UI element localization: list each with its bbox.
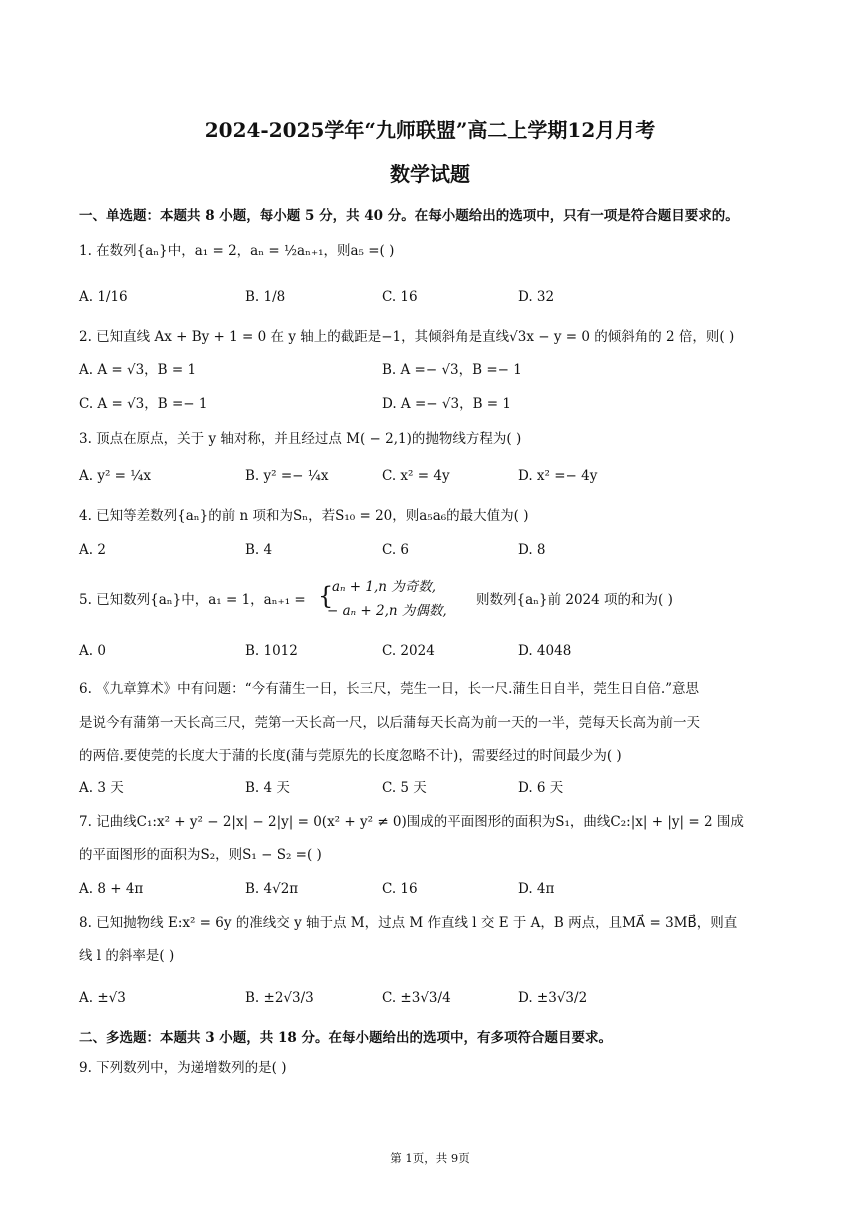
- q6-option-a: A. 3 天: [79, 780, 124, 796]
- q4-option-a: A. 2: [79, 542, 106, 558]
- q6-option-d: D. 6 天: [518, 780, 564, 796]
- q8-option-c: C. ±3√3/4: [382, 990, 451, 1006]
- q1-option-b: B. 1/8: [245, 289, 286, 305]
- exam-subtitle: 数学试题: [390, 162, 470, 186]
- question-6-line3: 的两倍.要使莞的长度大于蒲的长度(蒲与莞原先的长度忽略不计)，需要经过的时间最少为( ): [79, 748, 622, 764]
- q7-option-a: A. 8 + 4π: [79, 881, 144, 897]
- q5-case-odd: aₙ + 1,n 为奇数,: [332, 579, 437, 595]
- q7-option-b: B. 4√2π: [245, 881, 299, 897]
- section-single-choice: 一、单选题：本题共 8 小题，每小题 5 分，共 40 分。在每小题给出的选项中，只有一项是符合题目要求的。: [79, 208, 739, 224]
- q2-option-a: A. A = √3，B = 1: [79, 362, 197, 378]
- q1-option-d: D. 32: [518, 289, 555, 305]
- question-7-line2: 的平面图形的面积为S₂，则S₁ − S₂ =( ): [79, 847, 322, 863]
- q8-option-d: D. ±3√3/2: [518, 990, 588, 1006]
- q2-option-c: C. A = √3，B =− 1: [79, 396, 208, 412]
- q4-option-c: C. 6: [382, 542, 410, 558]
- question-4: 4. 已知等差数列{aₙ}的前 n 项和为Sₙ，若S₁₀ = 20，则a₅a₆的最大值为( ): [79, 508, 529, 524]
- question-3: 3. 顶点在原点，关于 y 轴对称，并且经过点 M( − 2,1)的抛物线方程为( ): [79, 431, 522, 447]
- question-9: 9. 下列数列中，为递增数列的是( ): [79, 1060, 287, 1076]
- q5-brace: {: [318, 582, 334, 610]
- exam-title: 2024-2025学年“九师联盟”高二上学期12月月考: [204, 118, 656, 142]
- section-multi-choice: 二、多选题：本题共 3 小题，共 18 分。在每小题给出的选项中，有多项符合题目要求。: [79, 1030, 612, 1046]
- question-2: 2. 已知直线 Ax + By + 1 = 0 在 y 轴上的截距是−1，其倾斜角是直线√3x − y = 0 的倾斜角的 2 倍，则( ): [79, 329, 735, 345]
- question-1: 1. 在数列{aₙ}中，a₁ = 2，aₙ = ½aₙ₊₁，则a₅ =( ): [79, 243, 395, 259]
- q7-option-c: C. 16: [382, 881, 418, 897]
- q8-option-a: A. ±√3: [79, 990, 126, 1006]
- question-6-line2: 是说今有蒲第一天长高三尺，莞第一天长高一尺，以后蒲每天长高为前一天的一半，莞每天长高为前一天: [79, 715, 700, 731]
- q3-option-d: D. x² =− 4y: [518, 468, 598, 484]
- question-5-tail: 则数列{aₙ}前 2024 项的和为( ): [476, 592, 673, 608]
- q5-option-a: A. 0: [79, 643, 106, 659]
- q6-option-b: B. 4 天: [245, 780, 290, 796]
- q7-option-d: D. 4π: [518, 881, 555, 897]
- q5-case-even: − aₙ + 2,n 为偶数,: [327, 603, 447, 619]
- q5-option-c: C. 2024: [382, 643, 435, 659]
- question-7-line1: 7. 记曲线C₁:x² + y² − 2|x| − 2|y| = 0(x² + y² ≠ 0)围成的平面图形的面积为S₁，曲线C₂:|x| + |y| = 2 围成: [79, 814, 744, 830]
- q1-option-a: A. 1/16: [79, 289, 128, 305]
- q4-option-b: B. 4: [245, 542, 273, 558]
- q6-option-c: C. 5 天: [382, 780, 427, 796]
- page-footer: 第 1页，共 9页: [390, 1151, 470, 1165]
- q3-option-c: C. x² = 4y: [382, 468, 450, 484]
- q5-option-b: B. 1012: [245, 643, 298, 659]
- q3-option-a: A. y² = ¼x: [79, 468, 151, 484]
- question-5-lead: 5. 已知数列{aₙ}中，a₁ = 1，aₙ₊₁ =: [79, 592, 306, 608]
- q2-option-b: B. A =− √3，B =− 1: [382, 362, 522, 378]
- q2-option-d: D. A =− √3，B = 1: [382, 396, 511, 412]
- question-8-line2: 线 l 的斜率是( ): [79, 948, 175, 964]
- q3-option-b: B. y² =− ¼x: [245, 468, 329, 484]
- question-8-line1: 8. 已知抛物线 E:x² = 6y 的准线交 y 轴于点 M，过点 M 作直线 l 交 E 于 A，B 两点，且MA⃗ = 3MB⃗，则直: [79, 915, 738, 931]
- q8-option-b: B. ±2√3/3: [245, 990, 314, 1006]
- q1-option-c: C. 16: [382, 289, 418, 305]
- q5-option-d: D. 4048: [518, 643, 572, 659]
- question-6-line1: 6. 《九章算术》中有问题：“今有蒲生一日，长三尺，莞生一日，长一尺.蒲生日自半，莞生日自倍.”意思: [79, 681, 700, 697]
- q4-option-d: D. 8: [518, 542, 546, 558]
